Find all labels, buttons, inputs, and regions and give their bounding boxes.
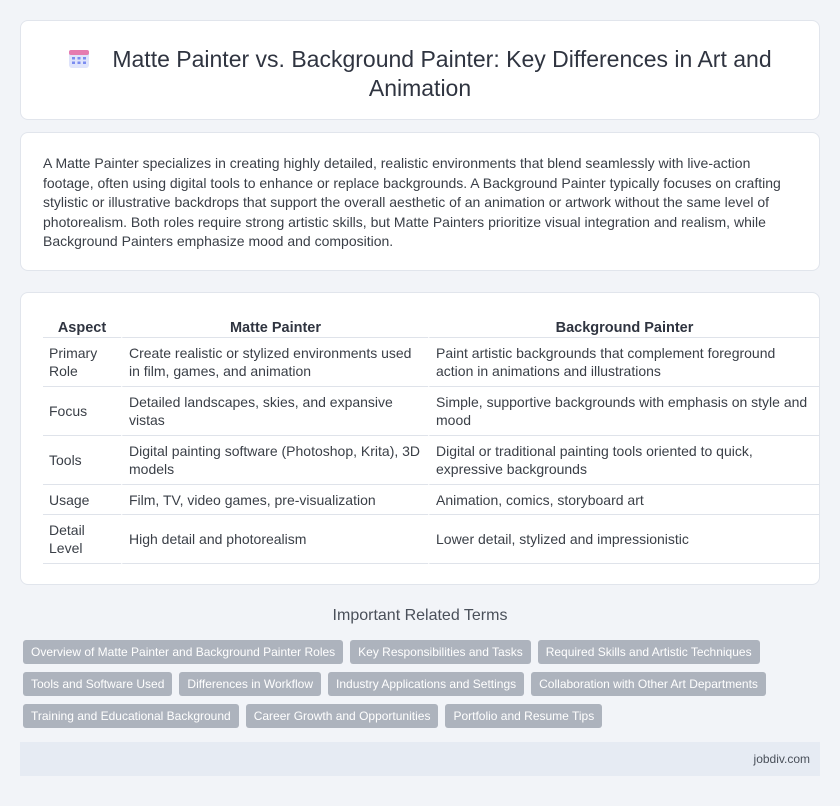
row-aspect: Usage <box>43 485 121 515</box>
table-row <box>43 387 819 436</box>
row-aspect: Tools <box>43 436 121 485</box>
intro-card <box>20 132 820 271</box>
row-aspect: Primary Role <box>43 338 121 387</box>
row-aspect: Focus <box>43 387 121 436</box>
tag-link[interactable]: Training and Educational Background <box>23 704 239 728</box>
row-background-painter: Animation, comics, storyboard art <box>428 485 819 515</box>
tag-link[interactable]: Collaboration with Other Art Departments <box>531 672 766 696</box>
tag-link[interactable]: Portfolio and Resume Tips <box>445 704 602 728</box>
table-row <box>43 436 819 485</box>
row-matte-painter: Film, TV, video games, pre-visualization <box>121 485 428 515</box>
tag-link[interactable]: Career Growth and Opportunities <box>246 704 439 728</box>
row-matte-painter: Digital painting software (Photoshop, Krita), 3D models <box>121 436 428 485</box>
footer-site-link[interactable]: jobdiv.com <box>753 752 810 766</box>
tag-link[interactable]: Differences in Workflow <box>179 672 321 696</box>
header-aspect: Aspect <box>43 314 121 338</box>
header-background-painter: Background Painter <box>428 314 819 338</box>
page-title-wrap <box>21 45 819 103</box>
tag-link[interactable]: Tools and Software Used <box>23 672 172 696</box>
tag-link[interactable]: Industry Applications and Settings <box>328 672 524 696</box>
table-header-row <box>43 314 819 338</box>
comparison-table <box>43 314 819 564</box>
tag-link[interactable]: Key Responsibilities and Tasks <box>350 640 531 664</box>
tag-row <box>23 640 767 664</box>
row-matte-painter: Create realistic or stylized environments used in film, games, and animation <box>121 338 428 387</box>
row-matte-painter: Detailed landscapes, skies, and expansive vistas <box>121 387 428 436</box>
page-title: Matte Painter vs. Background Painter: Key Differences in Art and Animation <box>112 46 772 101</box>
tag-link[interactable]: Overview of Matte Painter and Background Painter Roles <box>23 640 343 664</box>
related-terms-title: Important Related Terms <box>332 607 508 624</box>
row-background-painter: Paint artistic backgrounds that complement foreground action in animations and illustrations <box>428 338 819 387</box>
header-card <box>20 20 820 120</box>
comparison-card <box>20 292 820 585</box>
row-background-painter: Lower detail, stylized and impressionistic <box>428 515 819 564</box>
header-matte-painter: Matte Painter <box>121 314 428 338</box>
row-aspect: Detail Level <box>43 515 121 564</box>
footer <box>20 742 820 776</box>
calendar-icon <box>68 47 90 69</box>
table-row <box>43 338 819 387</box>
tag-row <box>23 704 609 728</box>
tag-link[interactable]: Required Skills and Artistic Techniques <box>538 640 760 664</box>
row-background-painter: Digital or traditional painting tools oriented to quick, expressive backgrounds <box>428 436 819 485</box>
row-background-painter: Simple, supportive backgrounds with emphasis on style and mood <box>428 387 819 436</box>
tag-row <box>23 672 773 696</box>
table-row <box>43 515 819 564</box>
row-matte-painter: High detail and photorealism <box>121 515 428 564</box>
intro-paragraph: A Matte Painter specializes in creating highly detailed, realistic environments that blend seamlessly with live-action footage, often using digital tools to enhance or replace backgrounds. A Background Painter typically focuses on crafting stylistic or illustrative backdrops that support the overall aesthetic of an animation or artwork without the same level of photorealism. Both roles require strong artistic skills, but Matte Painters prioritize visual integration and realism, while Background Painters emphasize mood and composition. <box>43 155 781 249</box>
table-row <box>43 485 819 515</box>
